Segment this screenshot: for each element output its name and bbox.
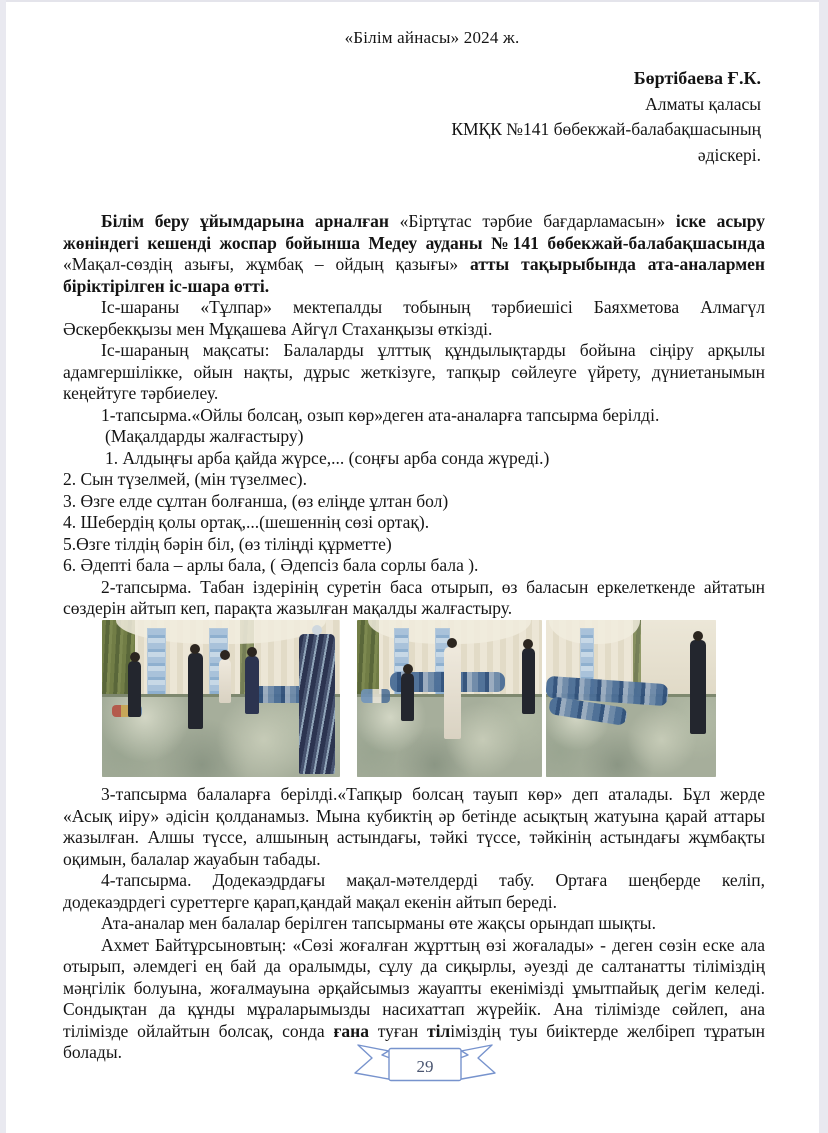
- body-lower: [63, 784, 765, 1064]
- adult-figure: [690, 640, 706, 734]
- closing-paragraph: Ахмет Байтұрсыновтың: «Сөзі жоғалған жұрттың өзі жоғалады» - деген сөзін еске ала отырып, әлемдегі ең бай да оралымды, сұлу да сиқырлы, әуезді де салтанатты тіліміздің мәңгілік болуына, жоғалмауына әрқайсымыз жауапты екенімізді ұмытпайық дегім келеді. Сондықтан да құнды мұраларымызды насихаттап жүрейік. Ана тілімізде сөйлеп, ана тілімізде ойлайтын болсақ, сонда ғана туған тіліміздің туы биіктерде желбіреп тұратын болады.: [63, 934, 765, 1062]
- body-upper: [63, 211, 765, 620]
- proverb-item: 5.Өзге тілдің бәрін біл, (өз тіліңді құрметте): [63, 533, 392, 554]
- task-1: 1-тапсырма.«Ойлы болсаң, озып көр»деген ата-аналарға тапсырма берілді.: [101, 404, 660, 425]
- ribbon-right-tail: [456, 1045, 495, 1080]
- author-city: Алматы қаласы: [645, 93, 761, 114]
- proverb-item: 1. Алдыңғы арба қайда жүрсе,... (соңғы арба сонда жүреді.): [105, 447, 550, 468]
- journal-header: «Білім айнасы» 2024 ж.: [344, 28, 520, 47]
- paragraph-organizers: Іс-шараны «Тұлпар» мектепалды тобының тәрбиешісі Баяхметова Алмагүл Әскербекқызы мен Мұқашева Айгүл Стаханқызы өткізді.: [63, 297, 765, 339]
- event-photo-3: [546, 620, 716, 777]
- adult-figure: [444, 647, 461, 739]
- adult-figure: [219, 659, 231, 703]
- author-name: Бөртібаева Ғ.К.: [633, 68, 761, 88]
- event-photo-2: [357, 620, 542, 777]
- paragraph-result: Ата-аналар мен балалар берілген тапсырманы өте жақсы орындап шықты.: [101, 913, 656, 933]
- adult-figure: [522, 648, 535, 714]
- adult-figure: [128, 661, 141, 717]
- page-top-edge: [0, 0, 828, 2]
- event-photo-1: [102, 620, 340, 777]
- child-figure: [401, 673, 414, 721]
- adult-figure: [188, 653, 203, 729]
- page-right-edge: [819, 0, 828, 1133]
- proverbs-note: (Мақалдарды жалғастыру): [105, 426, 304, 446]
- ribbon-left-tail: [355, 1045, 394, 1080]
- adult-figure: [245, 656, 259, 714]
- author-role: әдіскері.: [697, 144, 761, 165]
- page-number: 29: [416, 1057, 434, 1076]
- task-2: 2-тапсырма. Табан іздерінің суретін баса отырып, өз баласын еркелеткенде айтатын сөздерін айтып кеп, парақта жазылған мақалды жалғастыру.: [63, 576, 765, 618]
- proverb-item: 3. Өзге елде сұлтан болғанша, (өз еліңде ұлтан бол): [63, 490, 449, 511]
- paragraph-goal: Іс-шараның мақсаты: Балаларды ұлттық құндылықтарды бойына сіңіру арқылы адамгершілікке, ойын нақты, дұрыс жеткізуге, тапқыр сөйлеуге үйрету, дүниетанымын кеңейтуге тәрбиелеу.: [63, 340, 765, 403]
- task-4: 4-тапсырма. Додекаэдрдағы мақал-мәтелдерді табу. Ортаға шеңберде келіп, додекаэдрдегі суреттерге қарап,қандай мақал екенін айтып береді.: [63, 870, 765, 912]
- page-left-edge: [0, 0, 6, 1133]
- author-org: КМҚК №141 бөбекжай-балабақшасының: [451, 119, 761, 139]
- author-block: [451, 66, 761, 168]
- photo-strip: [102, 620, 716, 777]
- table-items: [361, 689, 391, 703]
- proverb-item: 6. Әдепті бала – арлы бала, ( Әдепсіз бала сорлы бала ).: [63, 555, 479, 575]
- task-3: 3-тапсырма балаларға берілді.«Тапқыр болсаң тауып көр» деп аталады. Бұл жерде «Асық иіру» әдісін қолданамыз. Мына кубиктің әр бетінде асықтың жатуына қарай аттары жазылған. Алшы түссе, алшының астындағы, тәйкі түссе, тәйкінің астындағы жұмбақты оқимын, балалар жауабын табады.: [63, 784, 765, 869]
- page-number-ribbon: [352, 1042, 498, 1086]
- proverb-item: 2. Сын түзелмей, (мін түзелмес).: [63, 469, 308, 489]
- ribbon-graphic: [352, 1042, 498, 1086]
- adult-figure: [299, 634, 335, 774]
- intro-paragraph: Білім беру ұйымдарына арналған «Біртұтас тәрбие бағдарламасын» іске асыру жөніндегі кешенді жоспар бойынша Медеу ауданы №141 бөбекжай-балабақшасында «Мақал-сөздің азығы, жұмбақ – ойдың қазығы» атты тақырыбында ата-аналармен біріктірілген іс-шара өтті.: [63, 211, 766, 296]
- proverb-item: 4. Шебердің қолы ортақ,...(шешеннің сөзі ортақ).: [63, 512, 430, 532]
